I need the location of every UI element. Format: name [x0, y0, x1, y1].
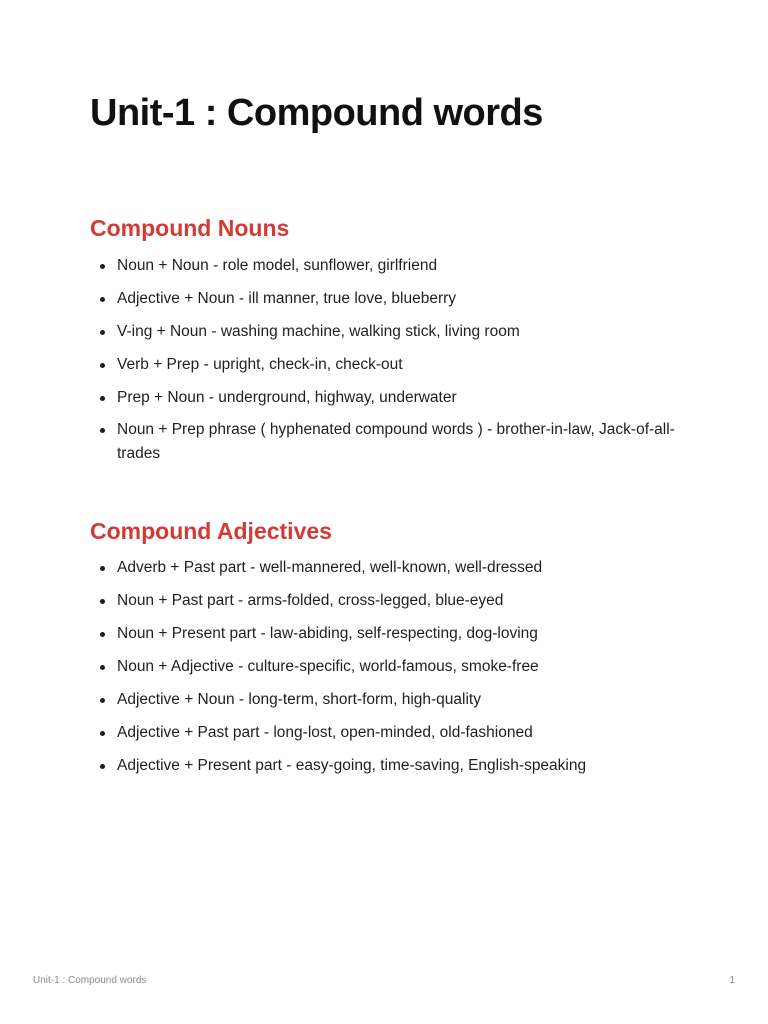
list-item-text: Noun + Present part - law-abiding, self-respecting, dog-loving: [117, 625, 538, 642]
list-item-text: Noun + Noun - role model, sunflower, girlfriend: [117, 257, 438, 274]
list-item: [90, 721, 690, 745]
list-item: [90, 754, 690, 778]
footer-document-title: Unit-1 : Compound words: [33, 975, 147, 986]
list-item-text: V-ing + Noun - washing machine, walking stick, living room: [117, 323, 520, 340]
list-item: [90, 589, 690, 613]
list-item: [90, 320, 690, 344]
section-heading-compound-nouns: Compound Nouns: [90, 215, 290, 241]
bullet-icon: [100, 428, 105, 433]
compound-nouns-list: [90, 254, 690, 466]
footer-page-number: 1: [729, 975, 735, 986]
list-item: [90, 418, 690, 466]
list-item: [90, 287, 690, 311]
list-item-text: Noun + Adjective - culture-specific, world-famous, smoke-free: [117, 658, 539, 675]
list-item-text: Prep + Noun - underground, highway, underwater: [117, 389, 457, 406]
bullet-icon: [100, 764, 105, 769]
compound-adjectives-list: [90, 556, 690, 778]
list-item-text: Verb + Prep - upright, check-in, check-out: [117, 356, 403, 373]
list-item-text: Adjective + Noun - ill manner, true love, blueberry: [117, 290, 457, 307]
bullet-icon: [100, 665, 105, 670]
bullet-icon: [100, 330, 105, 335]
bullet-icon: [100, 264, 105, 269]
bullet-icon: [100, 363, 105, 368]
list-item: [90, 254, 690, 278]
bullet-icon: [100, 731, 105, 736]
bullet-icon: [100, 599, 105, 604]
bullet-icon: [100, 297, 105, 302]
bullet-icon: [100, 698, 105, 703]
list-item-text: Noun + Prep phrase ( hyphenated compound words ) - brother-in-law, Jack-of-all-trades: [117, 421, 675, 462]
list-item-text: Adjective + Past part - long-lost, open-minded, old-fashioned: [117, 724, 533, 741]
list-item: [90, 386, 690, 410]
list-item-text: Adverb + Past part - well-mannered, well-known, well-dressed: [117, 559, 543, 576]
list-item: [90, 688, 690, 712]
list-item: [90, 655, 690, 679]
list-item: [90, 556, 690, 580]
list-item-text: Adjective + Noun - long-term, short-form, high-quality: [117, 691, 481, 708]
bullet-icon: [100, 566, 105, 571]
bullet-icon: [100, 396, 105, 401]
list-item-text: Adjective + Present part - easy-going, time-saving, English-speaking: [117, 757, 587, 774]
page-title: Unit-1 : Compound words: [90, 92, 543, 134]
list-item: [90, 353, 690, 377]
list-item: [90, 622, 690, 646]
list-item-text: Noun + Past part - arms-folded, cross-legged, blue-eyed: [117, 592, 504, 609]
section-heading-compound-adjectives: Compound Adjectives: [90, 518, 332, 544]
bullet-icon: [100, 632, 105, 637]
